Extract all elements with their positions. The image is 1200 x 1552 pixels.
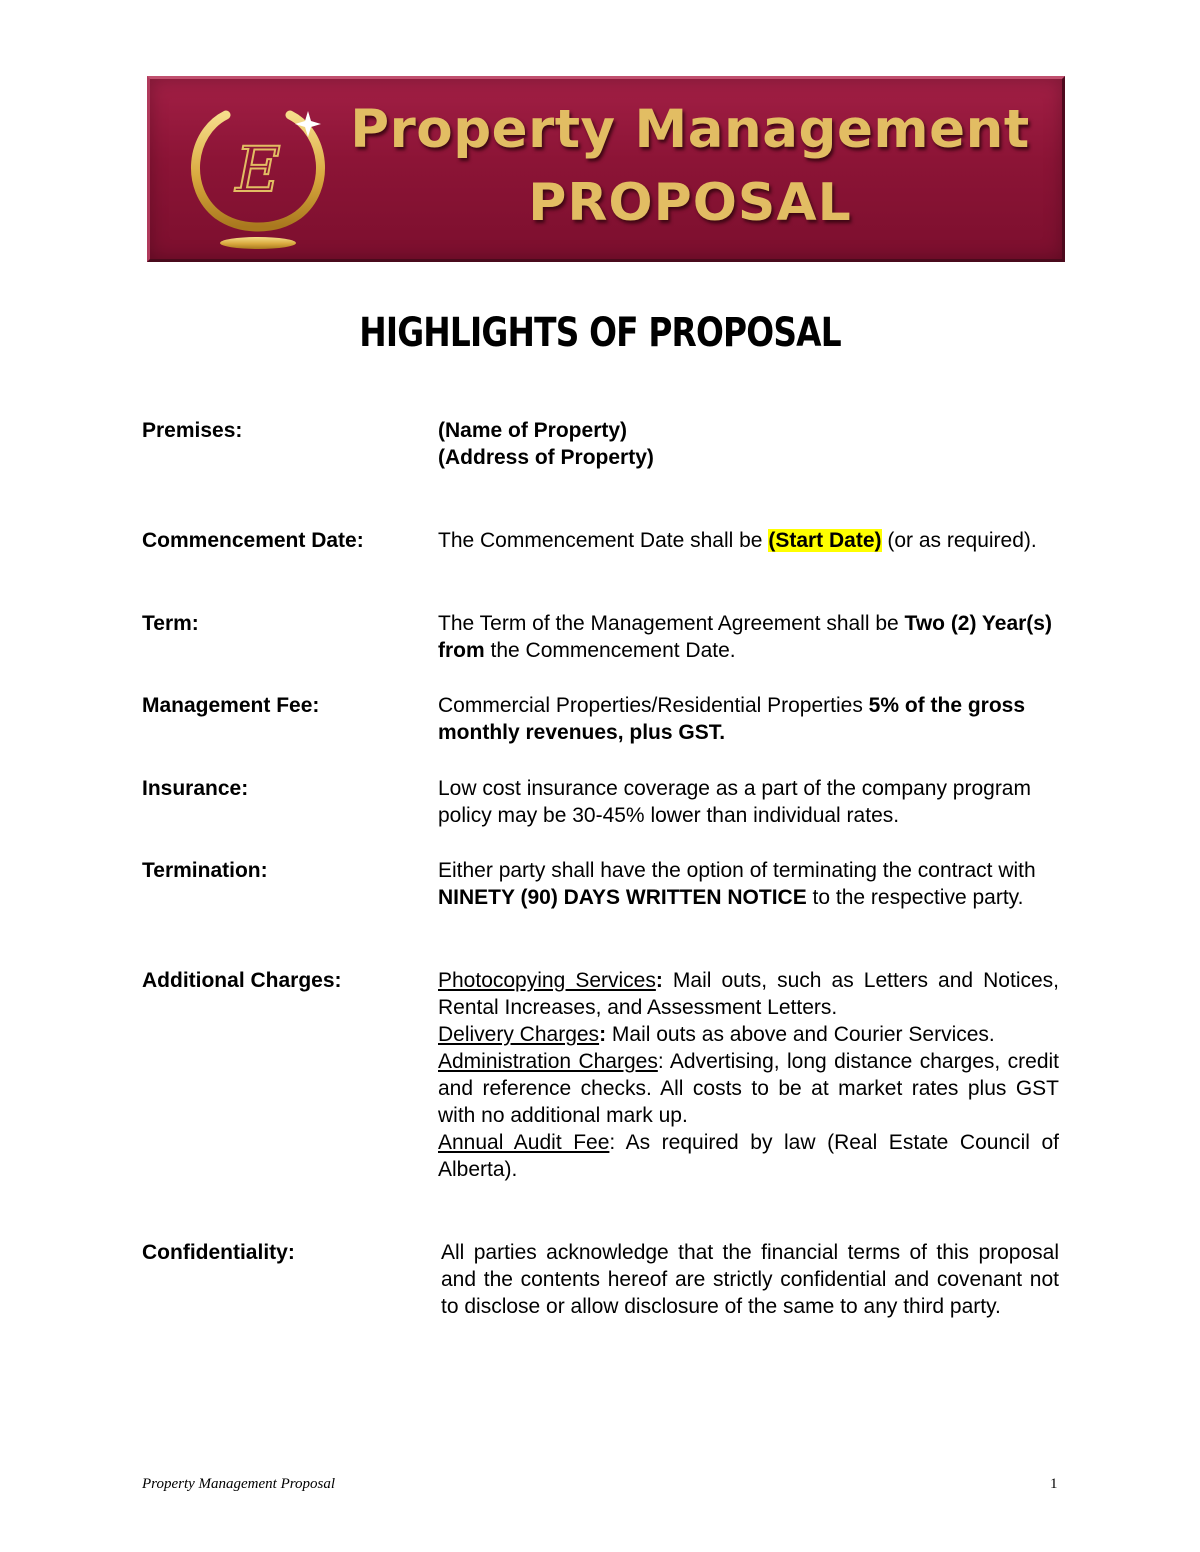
premises-address: (Address of Property) xyxy=(438,446,654,469)
charge-item-sep: : xyxy=(599,1023,607,1046)
charge-item-title: Administration Charges xyxy=(438,1050,658,1073)
termination-label: Termination: xyxy=(142,859,268,882)
charge-item-text: Advertising, long distance charges, credit and reference checks. All costs to be at market rates plus GST with no additional mark up. xyxy=(438,1050,1060,1127)
term-value xyxy=(438,610,1059,664)
charge-item-title: Delivery Charges xyxy=(438,1023,600,1046)
footer-document-title: Property Management Proposal xyxy=(142,1476,336,1492)
confidentiality-label: Confidentiality: xyxy=(142,1241,295,1264)
charge-item-title: Photocopying Services xyxy=(438,969,656,992)
termination-value xyxy=(438,857,1059,911)
management-fee-pre: Commercial Properties/Residential Properties xyxy=(438,694,869,717)
termination-pre: Either party shall have the option of terminating the contract with xyxy=(438,859,1036,882)
start-date-highlight: (Start Date) xyxy=(768,529,882,552)
premises-name: (Name of Property) xyxy=(438,419,628,442)
charge-item-sep: : xyxy=(609,1131,616,1154)
page-title: HIGHLIGHTS OF PROPOSAL xyxy=(359,310,841,356)
charge-item-sep: : xyxy=(657,1050,664,1073)
term-post: the Commencement Date. xyxy=(484,639,736,662)
management-fee-bold: 5% of the gross monthly revenues, plus GST. xyxy=(438,694,1026,744)
management-fee-label: Management Fee: xyxy=(142,694,320,717)
banner-title-line1: Property Management xyxy=(350,99,1030,160)
commencement-post: (or as required). xyxy=(881,529,1037,552)
additional-charges-value xyxy=(438,967,1059,1183)
charge-item-text: Mail outs as above and Courier Services. xyxy=(606,1023,995,1046)
charge-item xyxy=(438,1048,1059,1129)
commencement-value xyxy=(438,527,1059,554)
logo-letter: E xyxy=(235,133,281,206)
additional-charges-label: Additional Charges: xyxy=(142,969,342,992)
commencement-pre: The Commencement Date shall be xyxy=(438,529,769,552)
laurel-logo-icon xyxy=(178,93,338,253)
premises-label: Premises: xyxy=(142,419,243,442)
charge-item-sep: : xyxy=(655,969,663,992)
charge-item xyxy=(438,967,1059,1021)
banner-title-line2: PROPOSAL xyxy=(528,173,852,233)
charge-item-text: Mail outs, such as Letters and Notices, Rental Increases, and Assessment Letters. xyxy=(438,969,1059,1019)
management-fee-value xyxy=(438,692,1059,746)
insurance-label: Insurance: xyxy=(142,777,249,800)
header-banner xyxy=(147,76,1065,262)
confidentiality-value: All parties acknowledge that the financial terms of this proposal and the contents hereof are strictly confidential and covenant not to disclose or allow disclosure of the same to any third party. xyxy=(441,1241,1059,1318)
premises-value xyxy=(438,417,1059,471)
termination-post: to the respective party. xyxy=(806,886,1024,909)
charge-item xyxy=(438,1021,1059,1048)
charge-item-title: Annual Audit Fee xyxy=(438,1131,610,1154)
charge-item-text: As required by law (Real Estate Council of Alberta). xyxy=(438,1131,1059,1181)
term-pre: The Term of the Management Agreement shall be xyxy=(438,612,905,635)
term-label: Term: xyxy=(142,612,199,635)
insurance-value: Low cost insurance coverage as a part of the company program policy may be 30-45% lower than individual rates. xyxy=(438,777,1031,827)
page-number: 1 xyxy=(1050,1476,1058,1492)
commencement-label: Commencement Date: xyxy=(142,529,364,552)
term-bold: Two (2) Year(s) from xyxy=(438,612,1052,662)
termination-bold: NINETY (90) DAYS WRITTEN NOTICE xyxy=(438,886,807,909)
charge-item xyxy=(438,1129,1059,1183)
